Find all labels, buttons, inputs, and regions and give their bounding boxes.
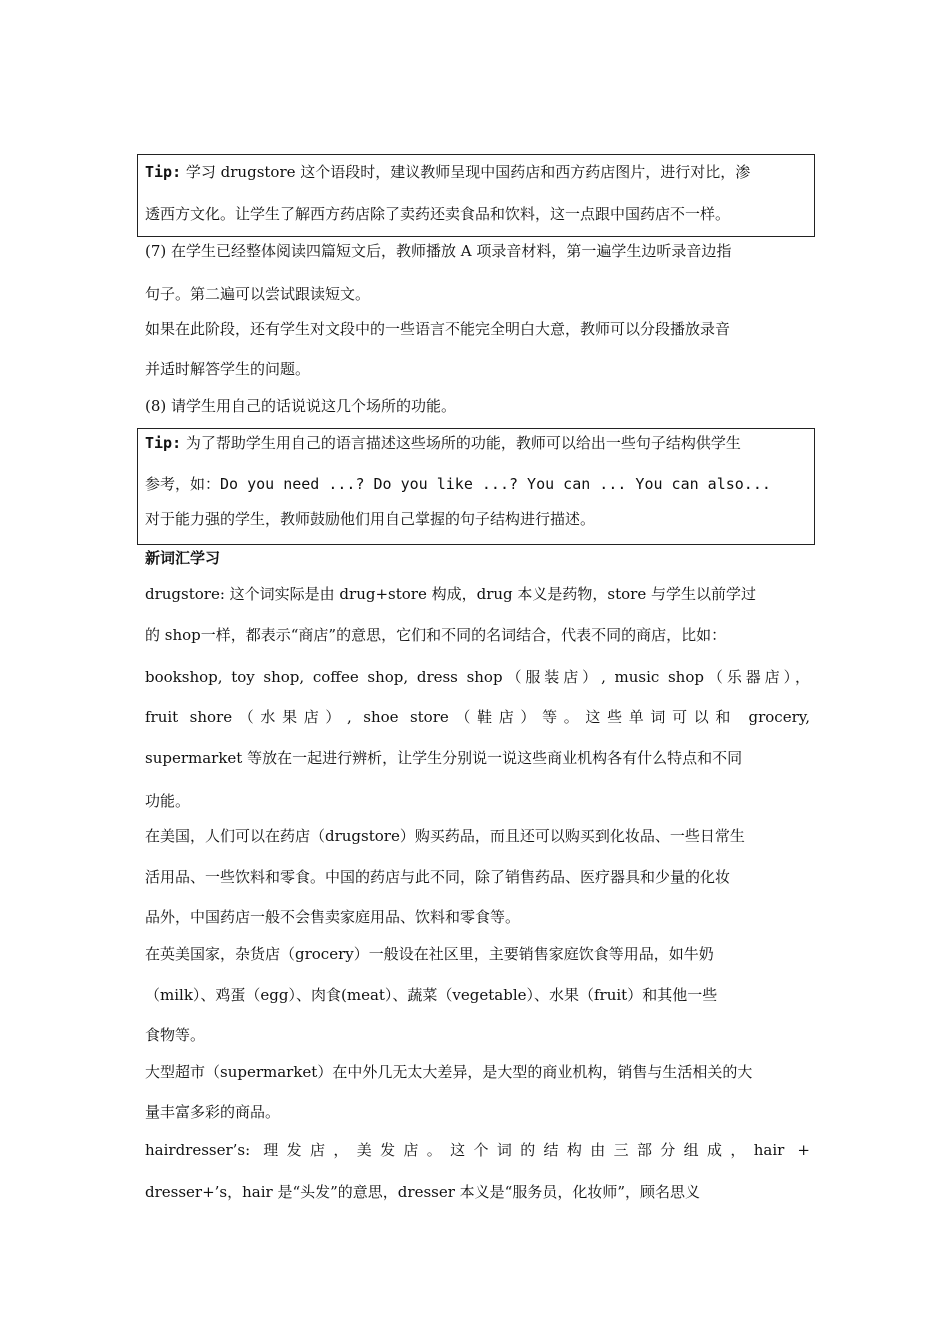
vocab-p2-line-2: 活用品、一些饮料和零食。中国的药店与此不同，除了销售药品、医疗器具和少量的化妆 xyxy=(145,868,731,886)
vocab-p4-line-1: 大型超市（supermarket）在中外几无太大差异，是大型的商业机构，销售与生活相关的大 xyxy=(145,1063,753,1081)
tip1-line-2: 透西方文化。让学生了解西方药店除了卖药还卖食品和饮料，这一点跟中国药店不一样。 xyxy=(145,205,731,223)
vocab-p3-line-3: 食物等。 xyxy=(145,1026,206,1044)
vocab-p3-line-2: （milk）、鸡蛋（egg）、肉食(meat）、蔬菜（vegetable）、水果（fruit）和其他一些 xyxy=(145,986,718,1004)
vocab-p4-line-2: 量丰富多彩的商品。 xyxy=(145,1103,281,1121)
step7-line-1: (7) 在学生已经整体阅读四篇短文后，教师播放 A 项录音材料，第一遍学生边听录音边指 xyxy=(145,242,732,260)
vocab-p1-line-4: fruit shore（水果店）, shoe store（鞋店）等。这些单词可以和 grocery, xyxy=(145,708,810,726)
tip2-text-1: 为了帮助学生用自己的语言描述这些场所的功能，教师可以给出一些句子结构供学生 xyxy=(181,434,741,452)
step8-line-1: (8) 请学生用自己的话说说这几个场所的功能。 xyxy=(145,397,457,415)
tip1-text-1: 学习 drugstore 这个语段时，建议教师呈现中国药店和西方药店图片，进行对比，渗 xyxy=(181,163,751,181)
tip2-line-2: 参考，如：Do you need ...? Do you like ...? You can ... You can also... xyxy=(145,475,771,493)
vocab-p5-line-1: hairdresser’s: 理发店，美发店。这个词的结构由三部分组成，hair + xyxy=(145,1141,810,1159)
step7-line-2: 句子。第二遍可以尝试跟读短文。 xyxy=(145,285,371,303)
vocab-p2-line-3: 品外，中国药店一般不会售卖家庭用品、饮料和零食等。 xyxy=(145,908,521,926)
section-heading: 新词汇学习 xyxy=(145,549,221,567)
vocab-p2-line-1: 在美国，人们可以在药店（drugstore）购买药品，而且还可以购买到化妆品、一些日常生 xyxy=(145,827,745,845)
tip2-line-3: 对于能力强的学生，教师鼓励他们用自己掌握的句子结构进行描述。 xyxy=(145,510,596,528)
tip1-label: Tip: xyxy=(145,163,182,181)
step7-line-4: 并适时解答学生的问题。 xyxy=(145,360,311,378)
tip2-label: Tip: xyxy=(145,434,182,452)
step7-line-3: 如果在此阶段，还有学生对文段中的一些语言不能完全明白大意，教师可以分段播放录音 xyxy=(145,320,731,338)
tip2-line-1 xyxy=(145,433,810,453)
vocab-p5-line-2: dresser+’s，hair 是“头发”的意思，dresser 本义是“服务员，化妆师”，顾名思义 xyxy=(145,1183,701,1201)
vocab-p1-line-6: 功能。 xyxy=(145,792,191,810)
tip1-line-1 xyxy=(145,162,810,182)
vocab-p1-line-3: bookshop, toy shop, coffee shop, dress shop（服装店）, music shop（乐器店）， xyxy=(145,668,810,686)
vocab-p1-line-2: 的 shop一样，都表示“商店”的意思，它们和不同的名词结合，代表不同的商店，比如： xyxy=(145,626,727,644)
vocab-p1-line-1: drugstore: 这个词实际是由 drug+store 构成，drug 本义是药物，store 与学生以前学过 xyxy=(145,585,756,603)
vocab-p1-line-5: supermarket 等放在一起进行辨析，让学生分别说一说这些商业机构各有什么特点和不同 xyxy=(145,749,743,767)
vocab-p3-line-1: 在英美国家，杂货店（grocery）一般设在社区里，主要销售家庭饮食等用品，如牛奶 xyxy=(145,945,714,963)
